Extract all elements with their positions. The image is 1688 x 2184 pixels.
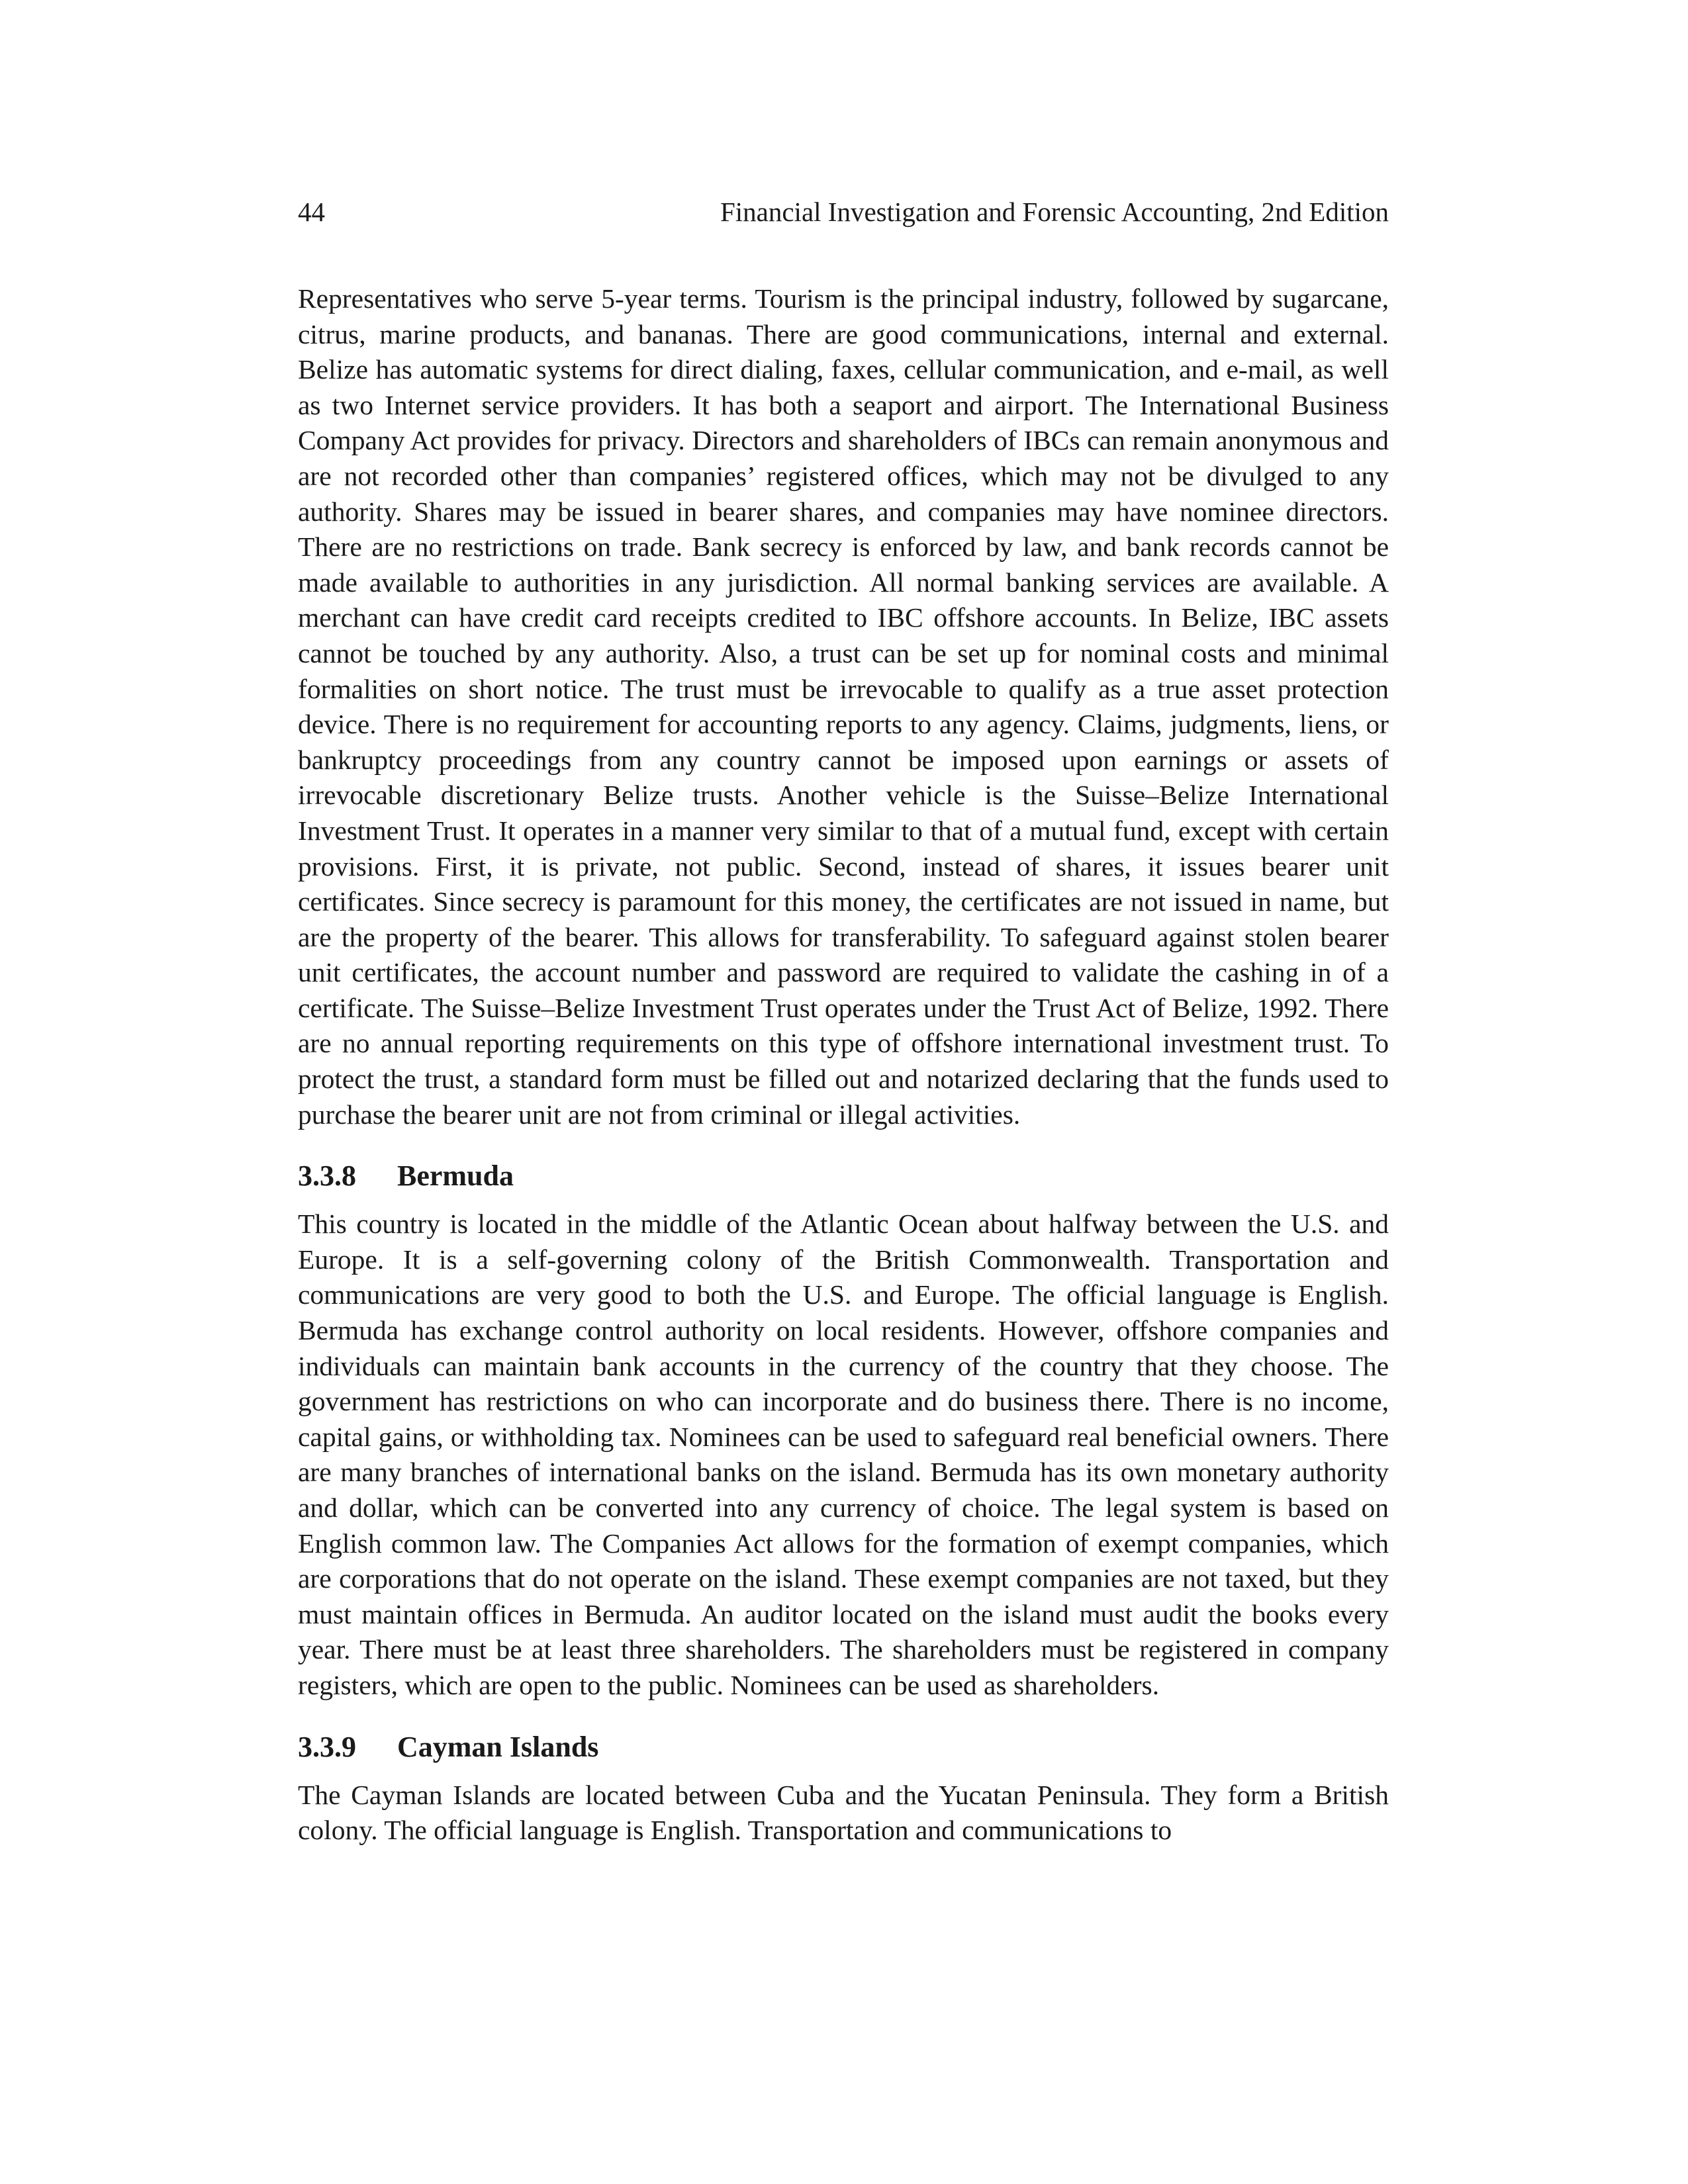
paragraph-bermuda: This country is located in the middle of the Atlantic Ocean about halfway between the U.S. and Europe. It is a self-governing colony of the British Commonwealth. Transportation and communications are very good to both the U.S. and Europe. The official language is English. Bermuda has exchange control authority on local residents. However, offshore companies and individuals can maintain bank accounts in the currency of the country that they choose. The government has restrictions on who can incorporate and do business there. There is no income, capital gains, or withholding tax. Nominees can be used to safeguard real beneficial owners. There are many branches of international banks on the island. Bermuda has its own monetary authority and dollar, which can be converted into any currency of choice. The legal system is based on English common law. The Companies Act allows for the formation of exempt companies, which are corporations that do not operate on the island. These exempt companies are not taxed, but they must maintain offices in Bermuda. An auditor located on the island must audit the books every year. There must be at least three shareholders. The shareholders must be registered in company registers, which are open to the public. Nominees can be used as shareholders. xyxy=(298,1208,1389,1700)
running-head xyxy=(298,192,1389,232)
paragraph-cayman-islands: The Cayman Islands are located between Cuba and the Yucatan Peninsula. They form a British colony. The official language is English. Transportation and communications to xyxy=(298,1779,1389,1846)
book-page xyxy=(298,0,1389,2184)
section-heading-cayman-islands xyxy=(298,1727,1389,1767)
section-heading-bermuda xyxy=(298,1156,1389,1196)
section-title: Cayman Islands xyxy=(397,1730,599,1763)
body-text xyxy=(298,281,1389,1848)
paragraph-belize-continued: Representatives who serve 5-year terms. Tourism is the principal industry, followed by sugarcane, citrus, marine products, and bananas. There are good communications, internal and external. Belize has automatic systems for direct dialing, faxes, cellular communication, and e-mail, as well as two Internet service providers. It has both a seaport and airport. The International Business Company Act provides for privacy. Directors and shareholders of IBCs can remain anonymous and are not recorded other than companies’ registered offices, which may not be divulged to any authority. Shares may be issued in bearer shares, and companies may have nominee directors. There are no restrictions on trade. Bank secrecy is enforced by law, and bank records cannot be made available to authorities in any jurisdiction. All normal banking services are available. A merchant can have credit card receipts credited to IBC offshore accounts. In Belize, IBC assets cannot be touched by any authority. Also, a trust can be set up for nominal costs and minimal formalities on short notice. The trust must be irrevocable to qualify as a true asset protection device. There is no requirement for accounting reports to any agency. Claims, judgments, liens, or bankruptcy proceedings from any country cannot be imposed upon earnings or assets of irrevocable discretionary Belize trusts. Another vehicle is the Suisse–Belize International Investment Trust. It operates in a manner very similar to that of a mutual fund, except with certain provisions. First, it is private, not public. Second, instead of shares, it issues bearer unit certificates. Since secrecy is paramount for this money, the certificates are not issued in name, but are the property of the bearer. This allows for transferability. To safeguard against stolen bearer unit certificates, the account number and password are required to validate the cashing in of a certificate. The Suisse–Belize Investment Trust operates under the Trust Act of Belize, 1992. There are no annual reporting requirements on this type of offshore international investment trust. To protect the trust, a standard form must be filled out and notarized declaring that the funds used to purchase the bearer unit are not from criminal or illegal activities. xyxy=(298,283,1389,1130)
running-title: Financial Investigation and Forensic Accounting, 2nd Edition xyxy=(720,197,1389,227)
section-title: Bermuda xyxy=(397,1160,514,1193)
section-number: 3.3.8 xyxy=(298,1160,356,1193)
page-number: 44 xyxy=(298,197,325,227)
section-number: 3.3.9 xyxy=(298,1730,356,1763)
